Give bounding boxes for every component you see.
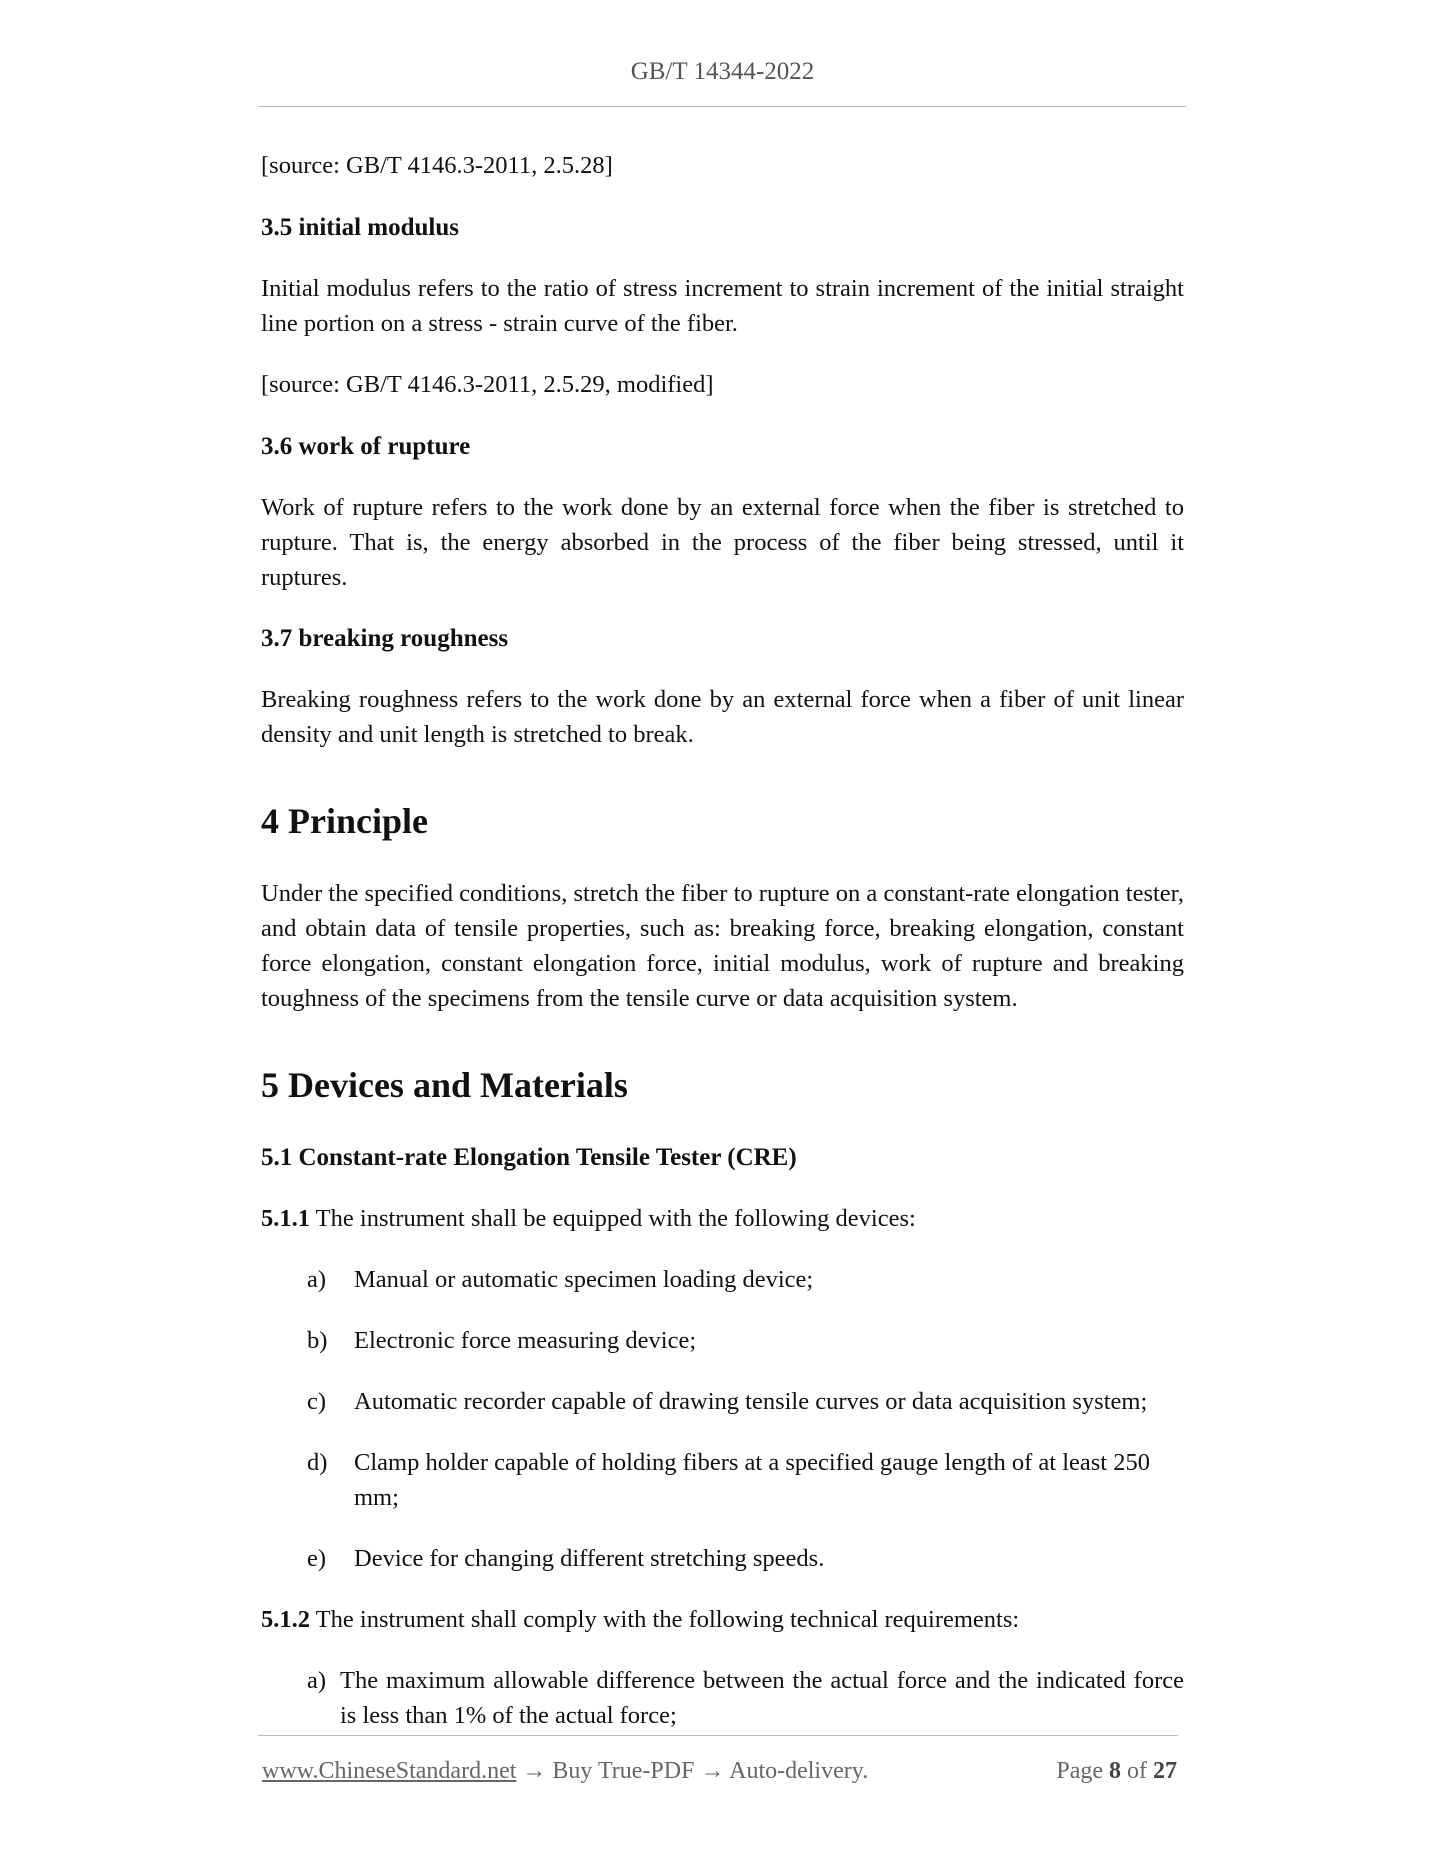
paragraph-3-5: Initial modulus refers to the ratio of stress increment to strain increment of the initial straight line portion on a stress - strain curve of the fiber. [261, 275, 1184, 337]
list-item-text: Clamp holder capable of holding fibers at a specified gauge length of at least 250 mm; [354, 1449, 1150, 1511]
list-item-text: Manual or automatic specimen loading device; [354, 1266, 814, 1293]
list-item [261, 1541, 1184, 1576]
footer-promo [262, 1758, 868, 1785]
paragraph-4: Under the specified conditions, stretch the fiber to rupture on a constant-rate elongation tester, and obtain data of tensile properties, such as: breaking force, breaking elongation, constant force elongation, constant elongation force, initial modulus, work of rupture and breaking toughness of the specimens from the tensile curve or data acquisition system. [261, 880, 1184, 1012]
list-item [261, 1384, 1184, 1419]
heading-3-6: 3.6 work of rupture [261, 433, 471, 460]
list-marker: c) [307, 1388, 327, 1415]
of-label: of [1127, 1758, 1147, 1784]
list-item [261, 1262, 1184, 1297]
heading-5-devices: 5 Devices and Materials [261, 1065, 628, 1105]
list-item-text: Automatic recorder capable of drawing tensile curves or data acquisition system; [354, 1388, 1148, 1415]
heading-3-5: 3.5 initial modulus [261, 214, 459, 241]
header-divider [258, 106, 1186, 107]
list-marker: b) [307, 1327, 328, 1354]
current-page: 8 [1109, 1758, 1121, 1784]
list-item-text: Device for changing different stretching speeds. [354, 1545, 825, 1572]
clause-number: 5.1.2 [261, 1606, 310, 1633]
list-marker: a) [307, 1266, 327, 1293]
device-list [261, 1262, 1184, 1576]
heading-4-principle: 4 Principle [261, 801, 428, 841]
paragraph-3-6: Work of rupture refers to the work done by an external force when the fiber is stretched to rupture. That is, the energy absorbed in the process of the fiber being stressed, until it ruptures. [261, 494, 1184, 591]
list-marker: d) [307, 1449, 328, 1476]
requirement-list [261, 1663, 1184, 1733]
clause-number: 5.1.1 [261, 1205, 310, 1232]
clause-5-1-1 [261, 1201, 1184, 1236]
list-item-text: The maximum allowable difference between the actual force and the indicated force is less than 1% of the actual force; [340, 1667, 1184, 1729]
website-link[interactable]: www.ChineseStandard.net [262, 1758, 517, 1784]
list-item [261, 1663, 1184, 1733]
total-pages: 27 [1153, 1758, 1177, 1784]
clause-5-1-2 [261, 1602, 1184, 1637]
list-item [261, 1323, 1184, 1358]
source-citation: [source: GB/T 4146.3-2011, 2.5.28] [261, 152, 613, 179]
list-item-text: Electronic force measuring device; [354, 1327, 697, 1354]
footer-promo-text: → Buy True-PDF → Auto-delivery. [516, 1758, 869, 1784]
paragraph-3-7: Breaking roughness refers to the work done by an external force when a fiber of unit linear density and unit length is stretched to break. [261, 686, 1184, 748]
list-marker: a) [307, 1667, 327, 1694]
list-marker: e) [307, 1545, 327, 1572]
source-citation: [source: GB/T 4146.3-2011, 2.5.29, modified] [261, 371, 714, 398]
page-number [1056, 1758, 1177, 1785]
document-body [261, 148, 1184, 1759]
clause-text: The instrument shall comply with the following technical requirements: [310, 1606, 1020, 1633]
footer-divider [258, 1735, 1178, 1736]
page-label: Page [1056, 1758, 1103, 1784]
list-item [261, 1445, 1184, 1515]
heading-5-1: 5.1 Constant-rate Elongation Tensile Tester (CRE) [261, 1144, 797, 1171]
page-header-title: GB/T 14344-2022 [630, 58, 815, 85]
clause-text: The instrument shall be equipped with the following devices: [310, 1205, 916, 1232]
heading-3-7: 3.7 breaking roughness [261, 625, 509, 652]
